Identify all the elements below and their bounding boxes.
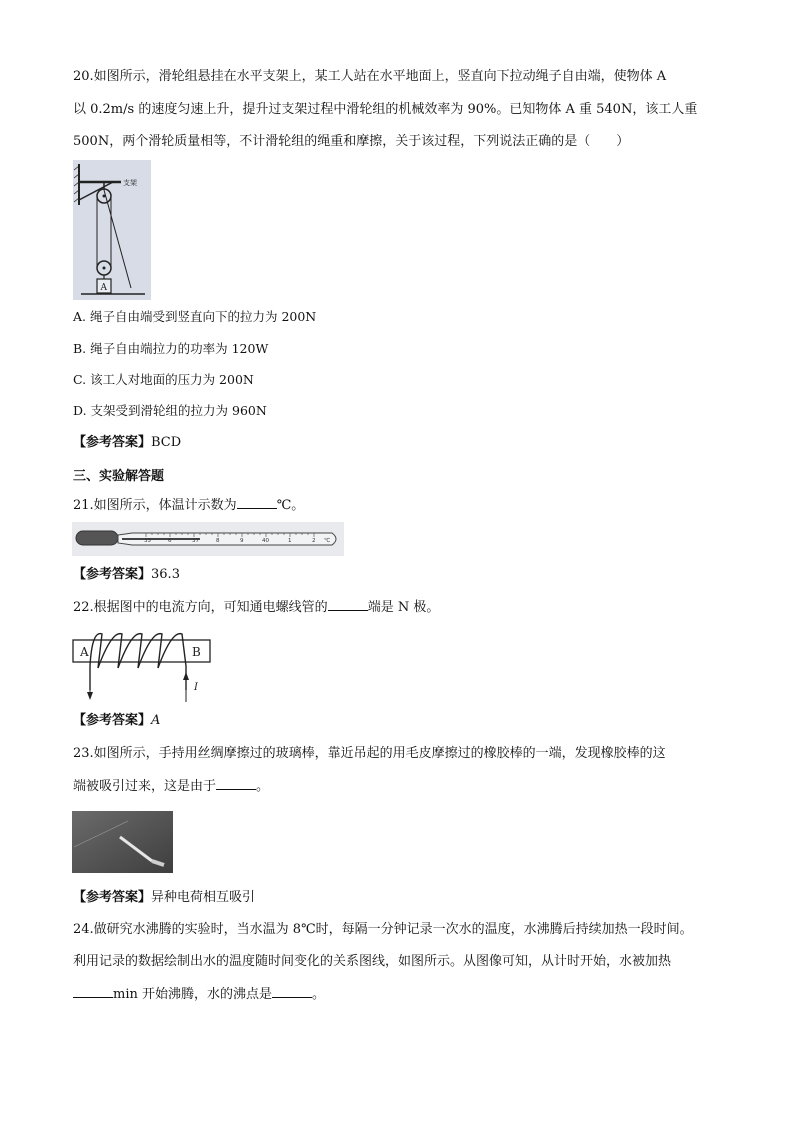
- q24-text-mid: min 开始沸腾，水的沸点是: [113, 987, 272, 1002]
- glass-rod-photo: [72, 811, 173, 873]
- pulley-figure: [73, 160, 151, 300]
- q21-text: 21.如图所示，体温计示数为: [73, 498, 237, 513]
- q20-option-a: A. 绳子自由端受到竖直向下的拉力为 200N: [73, 309, 317, 324]
- answer-label: 【参考答案】: [73, 435, 152, 450]
- answer-label: 【参考答案】: [73, 890, 152, 905]
- q24-line3: [73, 985, 325, 1004]
- scale-label: 37: [192, 538, 199, 544]
- q22-answer: [73, 712, 160, 730]
- thermometer-figure: [72, 522, 344, 556]
- q20-option-b: B. 绳子自由端拉力的功率为 120W: [73, 341, 269, 356]
- support-label: 支架: [123, 179, 137, 187]
- q20-line3: 500N，两个滑轮质量相等，不计滑轮组的绳重和摩擦，关于该过程，下列说法正确的是（ ）: [73, 134, 630, 149]
- q21-line: [73, 496, 304, 515]
- current-label: I: [194, 682, 198, 693]
- answer-value: BCD: [151, 435, 182, 450]
- q20-line1: 20.如图所示，滑轮组悬挂在水平支架上，某工人站在水平地面上，竖直向下拉动绳子自由端，使物体 A: [73, 69, 667, 84]
- block-a-label: A: [100, 283, 107, 293]
- answer-blank: [272, 985, 312, 998]
- answer-value: A: [151, 713, 161, 728]
- section-title: 三、实验解答题: [73, 469, 165, 484]
- answer-blank: [216, 777, 256, 790]
- answer-label: 【参考答案】: [73, 567, 152, 582]
- answer-blank: [237, 496, 277, 509]
- answer-blank: [328, 598, 368, 611]
- scale-label: 1: [288, 538, 292, 544]
- q22-text-end: 端是 N 极。: [367, 600, 440, 615]
- scale-label: 6: [168, 538, 172, 544]
- solenoid-label-b: B: [192, 645, 201, 659]
- q24-line1: 24.做研究水沸腾的实验时，当水温为 8℃时，每隔一分钟记录一次水的温度，水沸腾后持续加热一段时间。: [73, 922, 693, 937]
- q21-answer: [73, 566, 180, 584]
- q22-text: 22.根据图中的电流方向，可知通电螺线管的: [73, 600, 328, 615]
- solenoid-figure: [72, 626, 212, 708]
- scale-label: ℃: [324, 538, 331, 544]
- q24-text-end: 。: [312, 987, 326, 1002]
- q23-line1: 23.如图所示，手持用丝绸摩擦过的玻璃棒，靠近吊起的用毛皮摩擦过的橡胶棒的一端，发现橡胶棒的这: [73, 746, 666, 761]
- q21-text-end: ℃。: [276, 498, 305, 513]
- answer-value: 36.3: [151, 567, 180, 582]
- scale-label: 40: [262, 538, 269, 544]
- q20-option-c: C. 该工人对地面的压力为 200N: [73, 372, 254, 387]
- q23-text: 端被吸引过来，这是由于: [73, 779, 217, 794]
- q23-answer: [73, 889, 255, 907]
- scale-label: 8: [216, 538, 220, 544]
- answer-blank: [73, 985, 113, 998]
- scale-label: 2: [312, 538, 316, 544]
- scale-label: 9: [240, 538, 244, 544]
- q23-text-end: 。: [256, 779, 270, 794]
- q24-line2: 利用记录的数据绘制出水的温度随时间变化的关系图线，如图所示。从图像可知，从计时开始，水被加热: [73, 954, 672, 969]
- solenoid-label-a: A: [80, 645, 89, 659]
- answer-value: 异种电荷相互吸引: [151, 890, 256, 905]
- q22-line: [73, 598, 439, 617]
- q20-option-d: D. 支架受到滑轮组的拉力为 960N: [73, 403, 267, 418]
- answer-label: 【参考答案】: [73, 713, 152, 728]
- q20-line2: 以 0.2m/s 的速度匀速上升，提升过支架过程中滑轮组的机械效率为 90%。已知物体 A 重 540N，该工人重: [73, 102, 698, 117]
- q20-answer: [73, 434, 181, 452]
- scale-label: 35: [144, 538, 151, 544]
- q23-line2: [73, 777, 269, 796]
